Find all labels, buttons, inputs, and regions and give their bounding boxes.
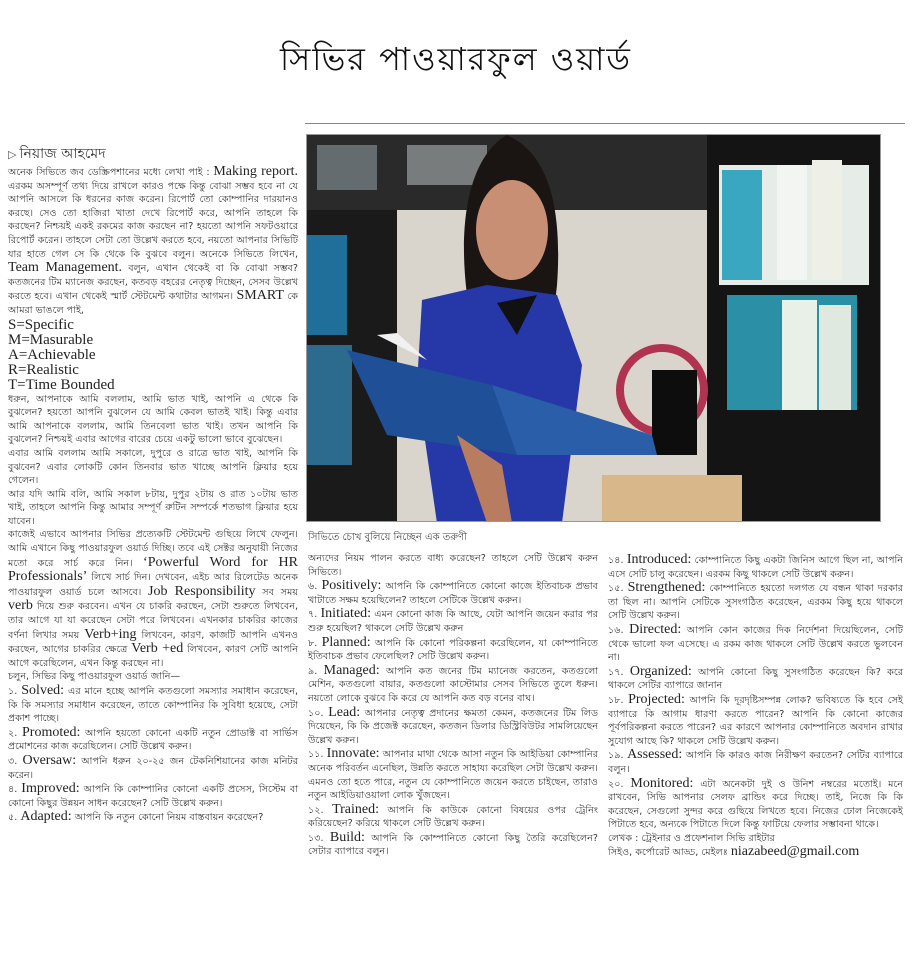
text: বলুন, এখান থেকেই বা কি বোঝা সম্ভব? কতজনের টিম ম্যানেজ করছেন, কতবড় বহরের নেতৃত্ব দিচ্ছেন, সেসব উল্লেখ করতে হবে। এখান থেকেই স্মার্ট স্টেটমেন্ট কথাটার আগমন। [8, 263, 298, 303]
item-word: Projected: [628, 691, 685, 707]
article-photo [306, 134, 881, 522]
binder [819, 305, 851, 410]
binders-left [307, 235, 347, 335]
list-item [308, 636, 598, 664]
english-term: Verb +ed [131, 641, 184, 657]
item-text: আপনি কি কোম্পানির কোনো একটি প্রসেস, সিস্টেম বা কোনো কিছুর উন্নয়ন সাধন করেছেন? সেটি উল্লেখ করুন। [8, 784, 298, 809]
list-item [608, 777, 903, 832]
list-item [308, 706, 598, 748]
item-text: আপনি ধরুন ২০-২৫ জন টেকনিশিয়ানের কাজ মনিটর করেন। [8, 755, 298, 781]
shelf-items [317, 145, 377, 190]
binder [777, 165, 807, 280]
item-word: Build: [329, 829, 365, 845]
paragraph: এবার আমি বললাম আমি সকালে, দুপুরে ও রাত্রে ভাত খাই, আপনি কি বুঝবেন? এবার লোকটি কোন তিনবার ভাত খাচ্ছে আপনি ক্লিয়ার হয়ে গেলেন। [8, 447, 298, 487]
text: কাজেই এভাবে আপনার সিভির প্রত্যেকটি স্টেটমেন্ট গুছিয়ে লিখে ফেলুন। আমি এখানে কিছু পাওয়ারফুল ওয়ার্ড দিচ্ছি। তবে এই সেক্টর অনুযায়ী নিজের মতো করে সার্চ করে নিন। [8, 529, 298, 569]
item-text: এর মানে হচ্ছে আপনি কতগুলো সমস্যার সমাধান করেছেন, কি কি সমস্যার সমাধান করেছেন, তাতে কোম্পানির কি সুবিধা হয়েছে, সেটা প্রকাশ পাচ্ছে। [8, 686, 299, 725]
list-item [308, 831, 598, 859]
english-term: verb [8, 598, 33, 614]
article-column-1 [8, 165, 298, 825]
item-text: আপনি কি নতুন কোনো নিয়ম বাস্তবায়ন করেছেন? [71, 812, 264, 824]
face [476, 180, 548, 280]
text: লিখবেন, কারণ সেটি আপনি আগে করেছিলেন, এখন কিন্তু করছেন না। [8, 644, 299, 669]
item-number: ৪. [8, 784, 22, 796]
paragraph: অন্যদের নিয়ম পালন করতে বাধ্য করেছেন? তাহলে সেটি উল্লেখ করুন সিভিতে। [308, 553, 598, 578]
paragraph: আর যদি আমি বলি, আমি সকাল ৮টায়, দুপুর ২টায় ও রাত ১০টায় ভাত খাই, তাহলে আপনি কিন্তু আমার সম্পূর্ণ রুটিন সম্পর্কে শতভাগ ক্লিয়ার হয়ে যাবেন। [8, 488, 298, 527]
text: অনেক সিভিতে জব ডেস্ক্রিপশানের মধ্যে লেখা পাই : [8, 167, 214, 178]
smart-item: M=Masurable [8, 331, 94, 348]
item-number: ১৫. [608, 583, 628, 595]
english-term: Making report. [213, 164, 298, 179]
item-word: Directed: [629, 621, 682, 637]
item-text: কোম্পানিতে হয়তো দলগত যে বন্ধন থাকা দরকার তা ছিল না। আপনি সেটিকে সুসংগঠিত করেছেন, এরকম কিছু হয়ে থাকলে সেটি উল্লেখ করুন। [608, 583, 903, 622]
byline [8, 142, 106, 166]
item-text: আপনি কোন কাজের দিক নির্দেশনা দিয়েছিলেন, সেটি থেকে ভালো ফল এসেছে। এ রকম কাজ থাকলে সেটি উল্লেখ করতে ভুলবেন না। [608, 624, 903, 664]
item-text: এটা অনেকটা দুই ও উনিশ নম্বরের মতোই। মনে রাখবেন, সিভি আপনার সেলফ ব্রান্ডিং করে দিচ্ছে। তাই, নিজে কি কি করেছেন, সেগুলো সুন্দর করে গুছিয়ে লিখতে হবে। নিজের ঢোল নিজেকেই পিটাতে হবে, অন্যকে পিটাতে দিলে কিন্তু ফাটিয়ে ফেলার সম্ভাবনা থাকে। [608, 778, 904, 831]
item-number: ১১. [308, 749, 327, 761]
list-item [608, 665, 903, 693]
item-word: Trained: [332, 801, 379, 817]
binder [722, 170, 762, 280]
item-word: Organized: [629, 663, 692, 679]
item-text: আপনি কি দূরদৃষ্টিসম্পন্ন লোক? ভবিষ্যতে কি হবে সেই ব্যাপারে কি আগাম ধারণা করতে পারেন? আপনি কি কোনো কাজের পূর্বপরিকল্পনা করতে পারেন? এর কারণে আপনার কোম্পানিতে অবদান রাখার সুযোগ আছে কি? থাকলে সেটি উল্লেখ করুন। [608, 694, 903, 747]
list-item [608, 623, 903, 665]
paragraph: চলুন, সিভির কিছু পাওয়ারফুল ওয়ার্ড জানি— [8, 671, 181, 683]
author-email: niazabeed@gmail.com [730, 844, 860, 860]
item-text: আপনি কত জনের টিম ম্যানেজ করতেন, কতগুলো মেশিন, কতগুলো বায়ার, কতগুলো কাস্টোমার সেসব সিভিতে তুলে ধরুন। নয়তো লোকে বুঝবে কি করে যে আপনি কত বড় বনের বাঘ। [308, 665, 598, 704]
item-number: ১৯. [608, 750, 628, 762]
author-note: লেখক : ট্রেইনার ও প্রফেশনাল সিভি রাইটার [608, 832, 775, 844]
item-number: ১২. [308, 804, 333, 816]
item-number: ১০. [308, 707, 329, 719]
item-text: আপনি কি কাউকে কোনো বিষয়ের ওপর ট্রেনিং করিয়েছেন? করিয়ে থাকলে সেটি উল্লেখ করুন। [308, 804, 599, 830]
text: সব সময় [255, 586, 298, 598]
item-word: Managed: [323, 662, 380, 678]
headline: সিভির পাওয়ারফুল ওয়ার্ড [280, 40, 632, 78]
list-item [608, 581, 903, 623]
item-word: Positively: [321, 578, 382, 594]
list-item [8, 726, 298, 754]
item-number: ৮. [308, 637, 322, 649]
text: লিখবেন, কারণ, কাজটি আপনি এখনও করছেন, আগের চাকরির ক্ষেত্রে [8, 629, 298, 656]
item-word: Monitored: [630, 775, 694, 791]
list-item [8, 684, 298, 726]
author-name: নিয়াজ আহমেদ [19, 146, 106, 162]
item-text: কোম্পানিতে কিছু একটা জিনিস আগে ছিল না, আপনি এসে সেটি চালু করেছেন। এরকম কিছু থাকলে সেটি উল্লেখ করুন। [608, 555, 903, 580]
english-term: Job Responsibility [148, 583, 256, 599]
item-number: ৯. [308, 665, 324, 677]
item-text: আপনি কি কোনো পরিকল্পনা করেছিলেন, যা কোম্পানিতে ইতিবাচক প্রভাব ফেলেছিল? সেটি উল্লেখ করুন। [308, 637, 599, 663]
item-number: ৬. [308, 581, 322, 593]
item-word: Promoted: [22, 724, 81, 740]
item-number: ১৭. [608, 666, 630, 678]
list-item [8, 810, 298, 825]
smart-item: S=Specific [8, 316, 74, 333]
text: লিখে সার্চ দিন। দেখবেন, এইচ আর রিলেটেড অনেক পাওয়ারফুল ওয়ার্ড চলে আসবে। [8, 572, 298, 598]
item-number: ১. [8, 686, 22, 697]
text: কে আমরা ভাঙলে পাই, [8, 291, 299, 316]
item-word: Innovate: [326, 746, 380, 762]
binder [782, 300, 817, 410]
intro-paragraph [8, 165, 298, 318]
list-item [8, 754, 298, 782]
item-text: আপনি কি কোম্পানিতে কোনো কাজে ইতিবাচক প্রভাব খাটাতে সক্ষম হয়েছিলেন? তাহলে সেটিকে উল্লেখ করুন। [308, 581, 598, 606]
list-item [308, 664, 598, 706]
item-word: Initiated: [320, 606, 372, 622]
list-item [608, 693, 903, 748]
text: এরকম অসম্পূর্ণ তথ্য দিয়ে রাখলে কারও পক্ষে কিন্তু বোঝা সম্ভব হবে না যে আপনি আসলে কি ধরনের কাজ করেন। রিপোর্ট তো কোম্পানির দারয়ানও করছে। সেও তো হাজিরা খাতা দেখে রিপোর্ট করে, আপনি তাহলে কি করছেন? নিশ্চয়ই একই রকমের কাজ করছেন না? হয়তো আপনি সফটওয়ারে রিপোর্ট করেন। তাহলে সেটা তো উল্লেখ করতে হবে, নয়তো আপনার সিভিটি যার হাতে গেল সে কি থেকে কি বুঝবে বলুন। অনেকে সিভিতে লিখেন, [8, 180, 298, 260]
item-word: Adapted: [20, 809, 72, 825]
item-word: Introduced: [626, 552, 692, 567]
item-word: Solved: [21, 683, 65, 698]
item-word: Assessed: [627, 747, 683, 763]
item-number: ১৬. [608, 624, 630, 636]
smart-list [8, 318, 298, 393]
item-word: Lead: [328, 704, 361, 720]
item-word: Improved: [21, 781, 80, 797]
headline-rule [305, 123, 905, 124]
binder [812, 160, 842, 280]
item-number: ৫. [8, 812, 21, 824]
item-text: আপনি হয়তো কোনো একটি নতুন প্রোডাক্ট বা সার্ভিস প্রমোশনের কাজ করেছিলেন। সেটি উল্লেখ করুন। [8, 727, 299, 753]
article-column-2 [308, 552, 598, 859]
item-number: ১৮. [608, 694, 629, 706]
photo-caption: সিভিতে চোখ বুলিয়ে নিচ্ছেন এক তরুণী [308, 532, 467, 543]
list-item [308, 607, 598, 635]
english-term: Verb+ing [84, 626, 137, 642]
item-text: আপনি কি কোম্পানিতে কোনো কিছু তৈরি করেছিলেন? সেটার ব্যাপারে বলুন। [308, 832, 599, 858]
item-word: Strengthened: [627, 580, 706, 596]
paragraph [8, 528, 298, 670]
item-number: ২. [8, 727, 22, 739]
paragraph: ধরুন, আপনাকে আমি বললাম, আমি ভাত খাই, আপনি এ থেকে কি বুঝলেন? হয়তো আপনি বুঝলেন যে আমি কেবল ভাতই খাই। কিন্তু এবার আমি আপনাকে বললাম, আমি তিনবেলা ভাত খাই। তখন আপনি কি বুঝলেন? নিশ্চয়ই এবার আগের বারের চেয়ে একটু ভালো ভাবে বুঝেছেন। [8, 393, 298, 446]
text: দিয়ে শুরু করবেন। এখন যে চাকরি করছেন, সেটা শুরুতে লিখবেন, তার আগে যা যা করেছেন সেটা পরে লিখবেন। এখনকার চাকরির কাজের বর্ণনা লিখার সময় [8, 601, 298, 641]
list-item [308, 803, 598, 831]
binders-left [307, 345, 352, 465]
list-item [308, 747, 598, 802]
smart-item: A=Achievable [8, 346, 96, 363]
smart-item: T=Time Bounded [8, 376, 115, 393]
item-number: ৩. [8, 755, 23, 767]
author-org [608, 845, 903, 860]
desk [602, 475, 742, 522]
item-text: আপনি কোনো কিছু সুসংগঠিত করেছেন কি? করে থাকলে সেটির ব্যাপারে জানান [608, 666, 904, 692]
item-number: ১৩. [308, 832, 330, 844]
item-word: Planned: [321, 634, 371, 650]
article-column-3 [608, 553, 903, 860]
item-text: আপনি কি কারও কাজ নিরীক্ষণ করতেন? সেটির ব্যাপারে বলুন। [608, 750, 903, 775]
list-item [608, 553, 903, 581]
smart-item: R=Realistic [8, 361, 79, 378]
monitor [652, 370, 697, 455]
author-org-text: সিইও, কর্পোরেট আড্ড, মেইলঃ [608, 847, 731, 859]
triangle-marker-icon: ▷ [8, 148, 17, 161]
woman-reading-folder-photo [307, 135, 881, 522]
item-text: আপনার নেতৃত্ব প্রদানের ক্ষমতা কেমন, কতজনের টিম লিড দিয়েছেন, কি কি প্রজেক্ট করেছেন, কতজন ডিলার ডিস্ট্রিবিউটর সামলিয়েছেন উল্লেখ করুন। [308, 707, 599, 746]
english-term: Team Management. [8, 260, 123, 276]
list-item [608, 748, 903, 776]
list-item [308, 579, 598, 607]
item-text: আপনার মাথা থেকে আসা নতুন কি আইডিয়া কোম্পানির অনেক পরিবর্তন এনেছিল, উন্নতি করতে সাহায্য করেছিল সেটা উল্লেখ করুন। এমনও তো হতে পারে, নতুন যে কোম্পানিতে জয়েন করতে চাইছেন, তারাও নতুন আইডিয়াওয়ালা লোক খুঁজছেন। [308, 749, 598, 802]
english-term: SMART [236, 288, 284, 304]
item-text: এমন কোনো কাজ কি আছে, যেটা আপনি জয়েন করার পর শুরু হয়েছিল? থাকলে সেটি উল্লেখ করুন [308, 609, 598, 634]
english-term: ‘Powerful Word for HR Professionals’ [8, 554, 298, 585]
item-number: ১৪. [608, 555, 627, 566]
item-number: ২০. [608, 778, 631, 790]
item-word: Oversaw: [22, 752, 77, 768]
item-number: ৭. [308, 609, 321, 621]
list-item [8, 782, 298, 810]
